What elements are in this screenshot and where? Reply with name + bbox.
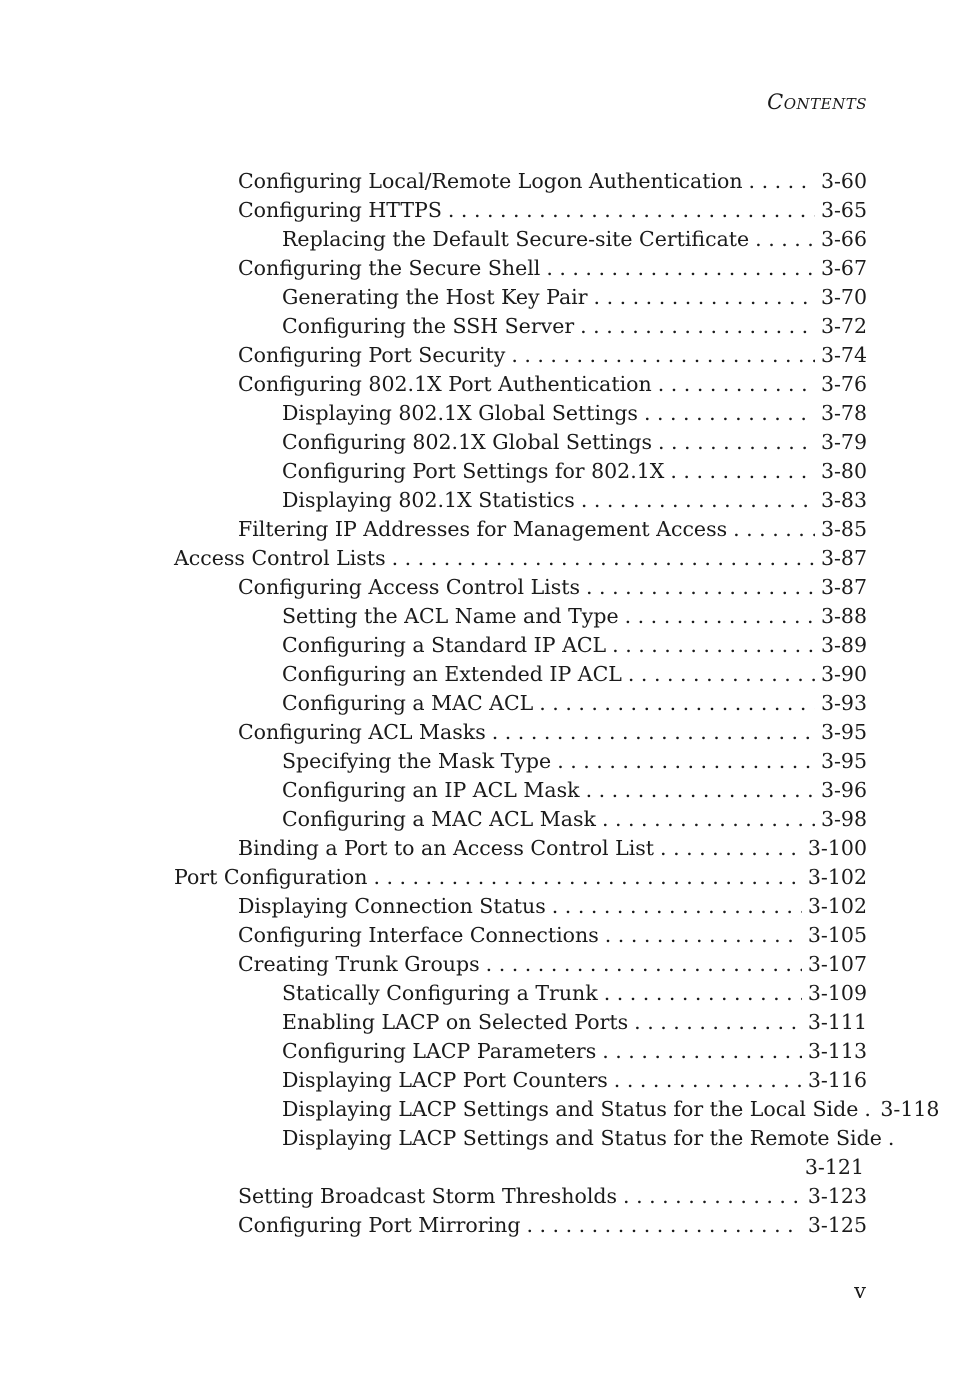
toc-entry-title: Configuring a MAC ACL Mask [282,807,596,831]
toc-entry[interactable] [0,1095,954,1124]
toc-entry-page: 3-93 [820,691,867,715]
toc-entry[interactable] [0,167,954,196]
toc-entry-page: 3-107 [807,952,867,976]
toc-entry[interactable] [0,1066,954,1095]
toc-entry[interactable] [0,834,954,863]
toc-entry-page: 3-118 [880,1097,940,1121]
toc-dot-leader [664,457,815,486]
toc-dot-leader [599,921,802,950]
toc-dot-leader [580,573,815,602]
page-number: v [854,1279,866,1303]
toc-entry[interactable] [0,1182,954,1211]
toc-entry[interactable] [0,1211,954,1240]
toc-entry-title: Access Control Lists [174,546,386,570]
toc-dot-leader [575,486,815,515]
toc-entry-title: Configuring a Standard IP ACL [282,633,607,657]
toc-dot-leader [743,167,815,196]
toc-entry-page: 3-76 [820,372,867,396]
toc-entry[interactable] [0,573,954,602]
toc-entry-page: 3-95 [820,749,867,773]
toc-entry-title: Configuring LACP Parameters [282,1039,597,1063]
toc-dot-leader [598,979,802,1008]
toc-entry[interactable] [0,747,954,776]
toc-entry-page: 3-95 [820,720,867,744]
toc-entry[interactable] [0,486,954,515]
toc-entry[interactable] [0,341,954,370]
running-header-initial: C [767,90,784,114]
toc-entry[interactable] [0,370,954,399]
toc-entry[interactable] [0,457,954,486]
toc-entry-page: 3-88 [820,604,867,628]
toc-dot-leader [386,544,815,573]
toc-entry-title: Creating Trunk Groups [238,952,480,976]
toc-entry-title: Configuring an IP ACL Mask [282,778,580,802]
toc-entry-page: 3-125 [807,1213,867,1237]
toc-entry-page: 3-79 [820,430,867,454]
toc-entry-page: 3-121 [804,1155,864,1179]
toc-dot-leader [749,225,815,254]
toc-entry-page: 3-60 [820,169,867,193]
toc-dot-leader [574,312,815,341]
toc-dot-leader [628,1008,802,1037]
toc-entry-page: 3-78 [820,401,867,425]
toc-entry-page: 3-70 [820,285,867,309]
toc-entry-page: 3-87 [820,575,867,599]
toc-entry-title: Configuring 802.1X Global Settings [282,430,652,454]
toc-entry-title: Configuring Port Mirroring [238,1213,521,1237]
toc-dot-leader [652,370,815,399]
toc-entry-title: Configuring Port Security [238,343,506,367]
toc-entry-page: 3-100 [807,836,867,860]
toc-entry-page: 3-66 [820,227,867,251]
toc-entry-title: Displaying Connection Status [238,894,546,918]
toc-dot-leader [617,1182,802,1211]
toc-entry-page: 3-102 [807,894,867,918]
toc-entry[interactable] [0,1124,954,1153]
toc-entry-title: Statically Configuring a Trunk [282,981,598,1005]
toc-entry-page: 3-98 [820,807,867,831]
toc-entry[interactable] [0,718,954,747]
toc-entry[interactable] [0,602,954,631]
toc-entry-page: 3-116 [807,1068,867,1092]
toc-entry-title: Configuring ACL Masks [238,720,486,744]
toc-dot-leader [608,1066,802,1095]
toc-entry-page: 3-80 [820,459,867,483]
toc-dot-leader [638,399,815,428]
toc-entry-page: 3-72 [820,314,867,338]
toc-dot-leader [551,747,815,776]
toc-entry[interactable] [0,515,954,544]
toc-dot-leader [654,834,802,863]
toc-dot-leader [727,515,815,544]
toc-entry-title: Replacing the Default Secure-site Certificate [282,227,750,251]
toc-entry-page: 3-74 [820,343,867,367]
toc-entry[interactable] [0,892,954,921]
toc-dot-leader [540,254,815,283]
toc-entry[interactable] [0,689,954,718]
toc-dot-leader [480,950,802,979]
toc-entry-page: 3-90 [820,662,867,686]
toc-entry-title: Configuring HTTPS [238,198,442,222]
toc-entry[interactable] [0,225,954,254]
toc-entry-title: Displaying 802.1X Global Settings [282,401,638,425]
toc-entry[interactable] [0,428,954,457]
table-of-contents [0,167,954,1240]
toc-entry-title: Setting Broadcast Storm Thresholds [238,1184,618,1208]
toc-entry[interactable] [0,254,954,283]
toc-entry-page: 3-105 [807,923,867,947]
running-header [767,90,867,114]
toc-entry[interactable] [0,863,954,892]
toc-entry[interactable] [0,196,954,225]
toc-entry[interactable] [0,1008,954,1037]
toc-entry-title: Displaying LACP Settings and Status for the Local Side [282,1097,859,1121]
toc-entry-page: 3-87 [820,546,867,570]
toc-entry[interactable] [0,950,954,979]
toc-dot-leader [442,196,815,225]
toc-dot-leader [505,341,815,370]
toc-entry-title: Configuring the Secure Shell [238,256,541,280]
toc-entry[interactable] [0,805,954,834]
toc-entry-page: 3-109 [807,981,867,1005]
toc-entry[interactable] [0,544,954,573]
toc-entry-page: 3-102 [807,865,867,889]
toc-dot-leader [596,1037,802,1066]
toc-entry-page: 3-83 [820,488,867,512]
toc-entry[interactable] [0,1037,954,1066]
toc-entry-title: Specifying the Mask Type [282,749,552,773]
toc-dot-leader [580,776,815,805]
toc-entry-page: 3-67 [820,256,867,280]
toc-entry-title: Binding a Port to an Access Control List [238,836,655,860]
toc-entry[interactable] [0,631,954,660]
toc-dot-leader [486,718,815,747]
toc-entry-title: Filtering IP Addresses for Management Access [238,517,728,541]
toc-entry[interactable] [0,399,954,428]
running-header-rest: ONTENTS [783,95,867,113]
toc-dot-leader [606,631,815,660]
toc-entry-title: Setting the ACL Name and Type [282,604,619,628]
toc-entry[interactable] [0,660,954,689]
toc-entry-title: Displaying 802.1X Statistics [282,488,575,512]
toc-dot-leader [367,863,801,892]
toc-dot-leader [622,660,815,689]
toc-dot-leader [596,805,815,834]
toc-entry[interactable] [0,921,954,950]
toc-entry-page: 3-123 [807,1184,867,1208]
toc-entry-title: Configuring the SSH Server [282,314,575,338]
toc-entry-title: Displaying LACP Port Counters [282,1068,608,1092]
toc-entry-title: Configuring Access Control Lists [238,575,581,599]
toc-entry-title: Configuring 802.1X Port Authentication [238,372,652,396]
toc-dot-leader [588,283,815,312]
toc-entry-title: Configuring Local/Remote Logon Authentication [238,169,743,193]
toc-entry-title: Generating the Host Key Pair [282,285,588,309]
toc-entry[interactable] [0,979,954,1008]
toc-entry-title: Configuring Port Settings for 802.1X [282,459,665,483]
toc-entry[interactable] [0,283,954,312]
toc-entry-page: 3-111 [807,1010,867,1034]
toc-dot-leader [546,892,802,921]
toc-entry-title: Configuring an Extended IP ACL [282,662,622,686]
toc-entry-page: 3-113 [807,1039,867,1063]
toc-entry-title: Configuring a MAC ACL [282,691,534,715]
toc-entry-title: Enabling LACP on Selected Ports [282,1010,629,1034]
toc-dot-leader [652,428,815,457]
toc-dot-leader [882,1124,898,1153]
toc-entry[interactable] [0,776,954,805]
toc-dot-leader [520,1211,801,1240]
toc-entry-page: 3-65 [820,198,867,222]
toc-entry-page: 3-96 [820,778,867,802]
toc-entry-page: 3-85 [820,517,867,541]
toc-dot-leader [858,1095,874,1124]
toc-entry-page: 3-89 [820,633,867,657]
toc-entry-title: Displaying LACP Settings and Status for the Remote Side [282,1126,882,1150]
toc-entry-title: Configuring Interface Connections [238,923,599,947]
toc-dot-leader [533,689,815,718]
toc-entry-title: Port Configuration [174,865,368,889]
toc-dot-leader [619,602,815,631]
toc-entry[interactable] [0,312,954,341]
